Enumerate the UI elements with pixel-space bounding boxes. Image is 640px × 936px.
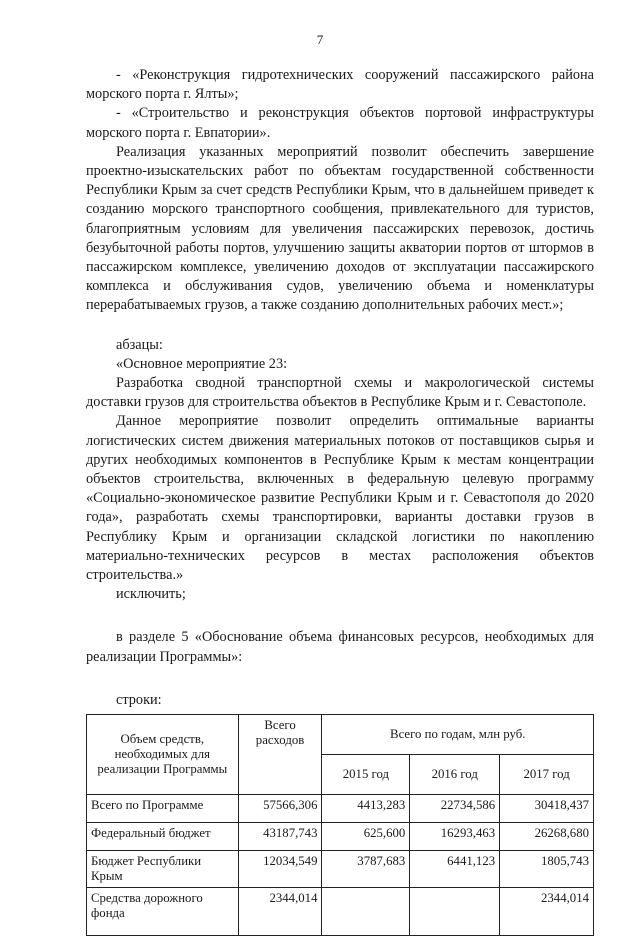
header-year-2016: 2016 год [410, 755, 500, 795]
header-funding-volume: Объем средств, необходимых для реализации Программы [87, 715, 239, 795]
row-2016: 16293,463 [410, 823, 500, 851]
row-label: Бюджет Республики Крым [87, 851, 239, 888]
header-year-2017: 2017 год [500, 755, 594, 795]
row-2015: 4413,283 [322, 795, 410, 823]
row-2015 [322, 888, 410, 936]
page-number: 7 [316, 32, 324, 47]
event-title: «Основное мероприятие 23: [116, 355, 288, 372]
header-total-expenses: Всего расходов [238, 715, 322, 795]
label-abzacy: абзацы: [116, 336, 163, 353]
section-reference: в разделе 5 «Обоснование объема финансовых ресурсов, необходимых для реализации Программы»: [86, 629, 594, 665]
row-label: Всего по Программе [87, 795, 239, 823]
row-total: 43187,743 [238, 823, 322, 851]
row-2016 [410, 888, 500, 936]
row-2016: 22734,586 [410, 795, 500, 823]
header-years-group: Всего по годам, млн руб. [322, 715, 594, 755]
table-row [87, 851, 594, 888]
row-label: Средства дорожного фонда [87, 888, 239, 936]
document-body [86, 66, 594, 936]
paragraph-development: Разработка сводной транспортной схемы и макрологической системы доставки грузов для строительства объектов в Республике Крым и г. Севастополе. [86, 375, 594, 411]
row-2016: 6441,123 [410, 851, 500, 888]
paragraph-implementation: Реализация указанных мероприятий позволит обеспечить завершение проектно-изыскательских работ по объектам государственной собственности Республики Крым за счет средств Республики Крым, что в дальнейшем приведет к созданию морского транспортного сообщения, привлекательного для туристов, благоприятным условиям для увеличения пассажирских перевозок, достичь безубыточной работы портов, улучшению защиты акватории портов от штормов в пассажирском комплексе, увеличению доходов от эксплуатации пассажирского комплекса и обслуживания судов, увеличению объема и номенклатуры перерабатываемых грузов, а также созданию дополнительных рабочих мест.»; [86, 143, 594, 314]
label-rows: строки: [116, 691, 162, 708]
row-2017: 26268,680 [500, 823, 594, 851]
bullet-yalta: - «Реконструкция гидротехнических сооружений пассажирского района морского порта г. Ялты»; [86, 67, 594, 103]
paragraph-logistics: Данное мероприятие позволит определить оптимальные варианты логистических систем движения материальных потоков от поставщиков сырья и других необходимых компонентов в Республике Крым к местам концентрации объектов строительства, включенных в федеральную целевую программу «Социально-экономическое развитие Республики Крым и г. Севастополя до 2020 года», разработать схемы транспортировки, варианты доставки грузов в Республику Крым и организации складской логистики по накоплению материально-технических ресурсов в местах расположения объектов строительства.» [86, 413, 594, 584]
header-year-2015: 2015 год [322, 755, 410, 795]
row-2017: 2344,014 [500, 888, 594, 936]
table-row [87, 795, 594, 823]
row-total: 12034,549 [238, 851, 322, 888]
row-2017: 1805,743 [500, 851, 594, 888]
row-2017: 30418,437 [500, 795, 594, 823]
table-row [87, 823, 594, 851]
row-total: 2344,014 [238, 888, 322, 936]
label-exclude: исключить; [116, 586, 186, 603]
row-total: 57566,306 [238, 795, 322, 823]
row-2015: 625,600 [322, 823, 410, 851]
table-row [87, 888, 594, 936]
row-2015: 3787,683 [322, 851, 410, 888]
bullet-evpatoria: - «Строительство и реконструкция объектов портовой инфраструктуры морского порта г. Евпатории». [86, 105, 594, 141]
row-label: Федеральный бюджет [87, 823, 239, 851]
finance-table [86, 714, 594, 936]
